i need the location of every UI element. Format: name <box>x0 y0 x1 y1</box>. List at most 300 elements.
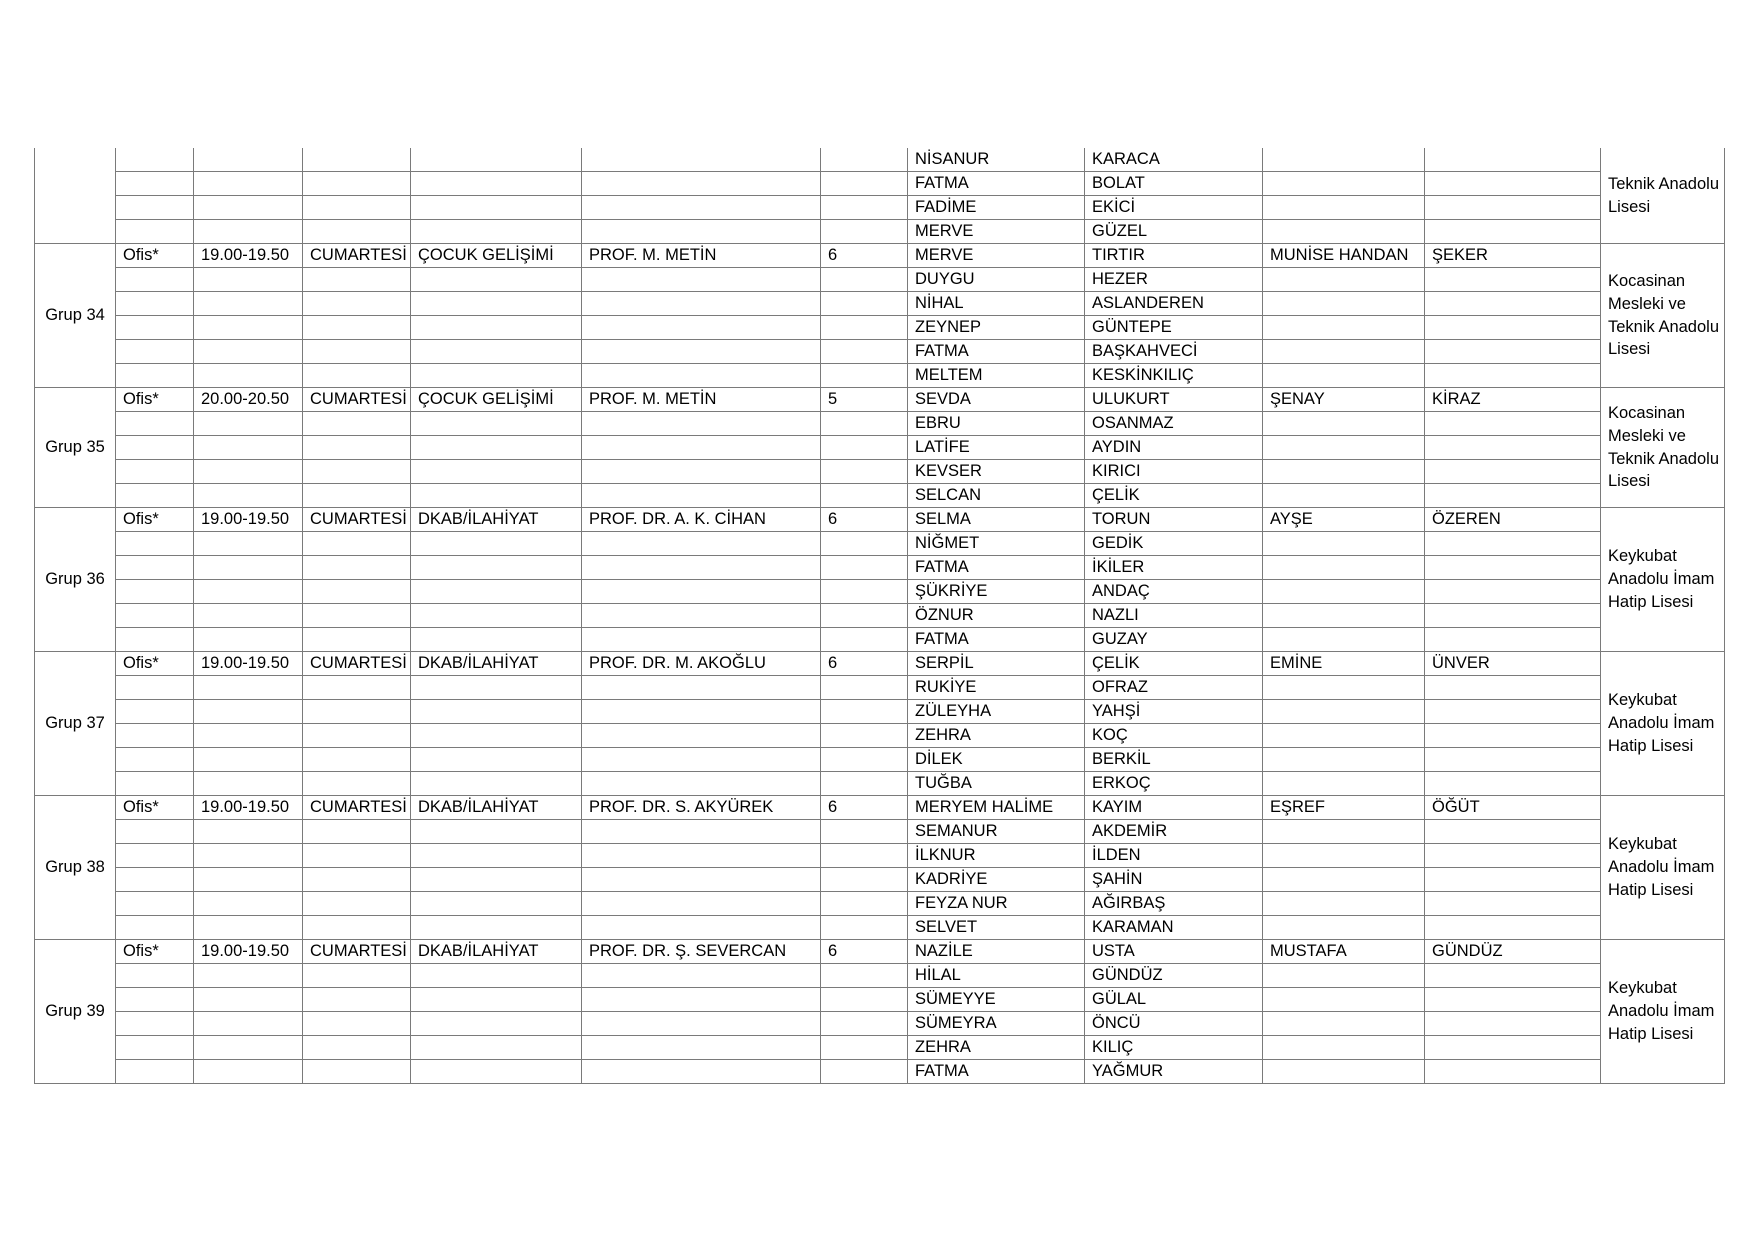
student-last-name: ULUKURT <box>1085 388 1263 412</box>
office-cell <box>116 820 194 844</box>
field-cell <box>411 964 582 988</box>
student-last-name: AKDEMİR <box>1085 820 1263 844</box>
professor-cell <box>582 412 821 436</box>
schedule-table-body <box>35 148 1725 1084</box>
student-first-name: DUYGU <box>908 268 1085 292</box>
day-cell <box>303 196 411 220</box>
student-last-name: ANDAÇ <box>1085 580 1263 604</box>
student-last-name: ÖNCÜ <box>1085 1012 1263 1036</box>
office-cell <box>116 1060 194 1084</box>
student-first-name: RUKİYE <box>908 676 1085 700</box>
office-cell <box>116 964 194 988</box>
day-cell <box>303 436 411 460</box>
time-cell <box>194 316 303 340</box>
office-cell <box>116 148 194 172</box>
time-cell: 19.00-19.50 <box>194 244 303 268</box>
time-cell <box>194 292 303 316</box>
count-cell <box>821 340 908 364</box>
time-cell: 19.00-19.50 <box>194 940 303 964</box>
professor-cell <box>582 892 821 916</box>
day-cell <box>303 748 411 772</box>
table-row <box>35 436 1725 460</box>
table-row <box>35 148 1725 172</box>
mentor-last-name <box>1425 220 1601 244</box>
time-cell <box>194 820 303 844</box>
mentor-last-name <box>1425 268 1601 292</box>
mentor-first-name <box>1263 892 1425 916</box>
student-first-name: ŞÜKRİYE <box>908 580 1085 604</box>
student-last-name: OSANMAZ <box>1085 412 1263 436</box>
day-cell <box>303 292 411 316</box>
time-cell: 19.00-19.50 <box>194 508 303 532</box>
field-cell <box>411 820 582 844</box>
student-last-name: KESKİNKILIÇ <box>1085 364 1263 388</box>
mentor-last-name <box>1425 412 1601 436</box>
mentor-first-name <box>1263 484 1425 508</box>
time-cell <box>194 532 303 556</box>
day-cell: CUMARTESİ <box>303 940 411 964</box>
mentor-first-name: MUSTAFA <box>1263 940 1425 964</box>
office-cell <box>116 1012 194 1036</box>
time-cell <box>194 628 303 652</box>
mentor-first-name <box>1263 460 1425 484</box>
office-cell <box>116 196 194 220</box>
student-first-name: LATİFE <box>908 436 1085 460</box>
professor-cell <box>582 220 821 244</box>
field-cell <box>411 868 582 892</box>
mentor-first-name <box>1263 700 1425 724</box>
office-cell <box>116 724 194 748</box>
student-first-name: SELVET <box>908 916 1085 940</box>
count-cell <box>821 1036 908 1060</box>
mentor-first-name <box>1263 292 1425 316</box>
time-cell <box>194 556 303 580</box>
mentor-last-name: ŞEKER <box>1425 244 1601 268</box>
office-cell <box>116 220 194 244</box>
student-last-name: GÜLAL <box>1085 988 1263 1012</box>
table-row <box>35 844 1725 868</box>
mentor-first-name <box>1263 604 1425 628</box>
table-row <box>35 652 1725 676</box>
count-cell: 6 <box>821 796 908 820</box>
student-first-name: ZÜLEYHA <box>908 700 1085 724</box>
student-first-name: FATMA <box>908 628 1085 652</box>
time-cell <box>194 988 303 1012</box>
school-name: Keykubat Anadolu İmam Hatip Lisesi <box>1601 652 1725 796</box>
professor-cell: PROF. DR. S. AKYÜREK <box>582 796 821 820</box>
professor-cell <box>582 820 821 844</box>
professor-cell: PROF. DR. M. AKOĞLU <box>582 652 821 676</box>
student-first-name: HİLAL <box>908 964 1085 988</box>
student-last-name: KAYIM <box>1085 796 1263 820</box>
professor-cell <box>582 868 821 892</box>
field-cell: DKAB/İLAHİYAT <box>411 508 582 532</box>
mentor-last-name <box>1425 724 1601 748</box>
mentor-last-name <box>1425 172 1601 196</box>
field-cell <box>411 268 582 292</box>
student-first-name: SELCAN <box>908 484 1085 508</box>
time-cell <box>194 172 303 196</box>
day-cell <box>303 604 411 628</box>
time-cell <box>194 460 303 484</box>
mentor-first-name <box>1263 580 1425 604</box>
office-cell <box>116 1036 194 1060</box>
mentor-last-name <box>1425 988 1601 1012</box>
table-row <box>35 796 1725 820</box>
student-first-name: SELMA <box>908 508 1085 532</box>
day-cell: CUMARTESİ <box>303 796 411 820</box>
field-cell <box>411 532 582 556</box>
table-row <box>35 172 1725 196</box>
field-cell <box>411 196 582 220</box>
mentor-first-name <box>1263 1060 1425 1084</box>
time-cell <box>194 436 303 460</box>
student-first-name: SÜMEYYE <box>908 988 1085 1012</box>
mentor-first-name <box>1263 532 1425 556</box>
professor-cell <box>582 700 821 724</box>
mentor-first-name <box>1263 844 1425 868</box>
mentor-last-name <box>1425 484 1601 508</box>
count-cell <box>821 172 908 196</box>
mentor-last-name <box>1425 532 1601 556</box>
table-row <box>35 724 1725 748</box>
count-cell <box>821 988 908 1012</box>
office-cell: Ofis* <box>116 508 194 532</box>
table-row <box>35 988 1725 1012</box>
count-cell <box>821 484 908 508</box>
time-cell: 19.00-19.50 <box>194 652 303 676</box>
office-cell <box>116 484 194 508</box>
mentor-first-name <box>1263 364 1425 388</box>
table-row <box>35 628 1725 652</box>
office-cell <box>116 532 194 556</box>
table-row <box>35 484 1725 508</box>
field-cell <box>411 148 582 172</box>
field-cell: ÇOCUK GELİŞİMİ <box>411 388 582 412</box>
mentor-last-name <box>1425 604 1601 628</box>
mentor-last-name <box>1425 868 1601 892</box>
student-first-name: FEYZA NUR <box>908 892 1085 916</box>
group-label: Grup 37 <box>35 652 116 796</box>
office-cell <box>116 580 194 604</box>
student-first-name: FATMA <box>908 172 1085 196</box>
mentor-first-name: AYŞE <box>1263 508 1425 532</box>
mentor-first-name <box>1263 748 1425 772</box>
student-last-name: EKİCİ <box>1085 196 1263 220</box>
field-cell <box>411 604 582 628</box>
count-cell <box>821 964 908 988</box>
count-cell <box>821 820 908 844</box>
professor-cell <box>582 196 821 220</box>
count-cell <box>821 844 908 868</box>
count-cell <box>821 364 908 388</box>
student-first-name: EBRU <box>908 412 1085 436</box>
office-cell <box>116 916 194 940</box>
mentor-first-name: EŞREF <box>1263 796 1425 820</box>
mentor-first-name <box>1263 1036 1425 1060</box>
student-first-name: DİLEK <box>908 748 1085 772</box>
mentor-last-name <box>1425 316 1601 340</box>
mentor-last-name: ÖĞÜT <box>1425 796 1601 820</box>
schedule-table <box>34 148 1725 1084</box>
school-name: Keykubat Anadolu İmam Hatip Lisesi <box>1601 796 1725 940</box>
mentor-first-name <box>1263 196 1425 220</box>
field-cell <box>411 580 582 604</box>
field-cell <box>411 1012 582 1036</box>
day-cell <box>303 148 411 172</box>
day-cell <box>303 628 411 652</box>
count-cell <box>821 316 908 340</box>
field-cell <box>411 484 582 508</box>
count-cell: 6 <box>821 508 908 532</box>
mentor-first-name <box>1263 556 1425 580</box>
student-first-name: SÜMEYRA <box>908 1012 1085 1036</box>
group-label <box>35 148 116 244</box>
time-cell <box>194 364 303 388</box>
table-row <box>35 196 1725 220</box>
table-row <box>35 292 1725 316</box>
field-cell <box>411 676 582 700</box>
table-row <box>35 916 1725 940</box>
professor-cell <box>582 316 821 340</box>
day-cell <box>303 460 411 484</box>
table-row <box>35 940 1725 964</box>
count-cell: 6 <box>821 244 908 268</box>
student-first-name: MERYEM HALİME <box>908 796 1085 820</box>
time-cell: 20.00-20.50 <box>194 388 303 412</box>
table-row <box>35 1060 1725 1084</box>
mentor-first-name <box>1263 172 1425 196</box>
day-cell <box>303 316 411 340</box>
office-cell <box>116 316 194 340</box>
mentor-first-name <box>1263 820 1425 844</box>
count-cell: 6 <box>821 940 908 964</box>
group-label: Grup 36 <box>35 508 116 652</box>
mentor-first-name <box>1263 436 1425 460</box>
day-cell <box>303 268 411 292</box>
field-cell <box>411 412 582 436</box>
professor-cell <box>582 556 821 580</box>
student-last-name: YAĞMUR <box>1085 1060 1263 1084</box>
mentor-first-name <box>1263 148 1425 172</box>
day-cell <box>303 220 411 244</box>
mentor-last-name <box>1425 196 1601 220</box>
professor-cell <box>582 988 821 1012</box>
field-cell <box>411 1036 582 1060</box>
group-label: Grup 39 <box>35 940 116 1084</box>
office-cell <box>116 340 194 364</box>
mentor-first-name <box>1263 916 1425 940</box>
day-cell <box>303 676 411 700</box>
table-row <box>35 580 1725 604</box>
school-name: Kocasinan Mesleki ve Teknik Anadolu Lisesi <box>1601 244 1725 388</box>
day-cell <box>303 556 411 580</box>
table-row <box>35 604 1725 628</box>
student-last-name: NAZLI <box>1085 604 1263 628</box>
field-cell: ÇOCUK GELİŞİMİ <box>411 244 582 268</box>
field-cell <box>411 292 582 316</box>
mentor-first-name <box>1263 988 1425 1012</box>
student-last-name: ERKOÇ <box>1085 772 1263 796</box>
student-first-name: SEMANUR <box>908 820 1085 844</box>
count-cell <box>821 556 908 580</box>
student-last-name: İLDEN <box>1085 844 1263 868</box>
day-cell <box>303 172 411 196</box>
office-cell <box>116 628 194 652</box>
field-cell <box>411 628 582 652</box>
count-cell <box>821 580 908 604</box>
day-cell: CUMARTESİ <box>303 652 411 676</box>
table-row <box>35 220 1725 244</box>
count-cell <box>821 724 908 748</box>
professor-cell: PROF. DR. A. K. CİHAN <box>582 508 821 532</box>
mentor-last-name <box>1425 460 1601 484</box>
day-cell <box>303 988 411 1012</box>
count-cell: 5 <box>821 388 908 412</box>
student-first-name: FATMA <box>908 1060 1085 1084</box>
field-cell <box>411 220 582 244</box>
count-cell <box>821 460 908 484</box>
mentor-last-name <box>1425 748 1601 772</box>
mentor-first-name <box>1263 412 1425 436</box>
count-cell <box>821 604 908 628</box>
mentor-first-name <box>1263 964 1425 988</box>
count-cell <box>821 292 908 316</box>
student-first-name: KEVSER <box>908 460 1085 484</box>
time-cell <box>194 148 303 172</box>
mentor-last-name <box>1425 844 1601 868</box>
professor-cell <box>582 460 821 484</box>
student-first-name: MELTEM <box>908 364 1085 388</box>
office-cell <box>116 988 194 1012</box>
student-first-name: FADİME <box>908 196 1085 220</box>
table-row <box>35 364 1725 388</box>
group-label: Grup 38 <box>35 796 116 940</box>
office-cell <box>116 556 194 580</box>
professor-cell <box>582 172 821 196</box>
school-name: Keykubat Anadolu İmam Hatip Lisesi <box>1601 940 1725 1084</box>
count-cell <box>821 892 908 916</box>
day-cell <box>303 1012 411 1036</box>
time-cell <box>194 676 303 700</box>
professor-cell <box>582 724 821 748</box>
professor-cell <box>582 340 821 364</box>
office-cell <box>116 412 194 436</box>
count-cell <box>821 772 908 796</box>
student-first-name: NİĞMET <box>908 532 1085 556</box>
office-cell <box>116 604 194 628</box>
field-cell <box>411 748 582 772</box>
student-last-name: GÜZEL <box>1085 220 1263 244</box>
day-cell <box>303 484 411 508</box>
table-row <box>35 1012 1725 1036</box>
student-last-name: BOLAT <box>1085 172 1263 196</box>
count-cell <box>821 412 908 436</box>
student-last-name: GÜNTEPE <box>1085 316 1263 340</box>
student-last-name: KIRICI <box>1085 460 1263 484</box>
mentor-first-name <box>1263 772 1425 796</box>
professor-cell: PROF. M. METİN <box>582 244 821 268</box>
professor-cell <box>582 772 821 796</box>
student-last-name: BERKİL <box>1085 748 1263 772</box>
field-cell <box>411 340 582 364</box>
office-cell: Ofis* <box>116 652 194 676</box>
student-first-name: KADRİYE <box>908 868 1085 892</box>
student-last-name: OFRAZ <box>1085 676 1263 700</box>
table-row <box>35 244 1725 268</box>
office-cell <box>116 460 194 484</box>
field-cell <box>411 1060 582 1084</box>
count-cell <box>821 676 908 700</box>
count-cell <box>821 148 908 172</box>
mentor-first-name <box>1263 676 1425 700</box>
day-cell <box>303 724 411 748</box>
mentor-last-name <box>1425 916 1601 940</box>
professor-cell: PROF. M. METİN <box>582 388 821 412</box>
mentor-last-name <box>1425 340 1601 364</box>
mentor-last-name <box>1425 364 1601 388</box>
table-row <box>35 388 1725 412</box>
student-first-name: ÖZNUR <box>908 604 1085 628</box>
time-cell <box>194 772 303 796</box>
day-cell <box>303 772 411 796</box>
student-last-name: HEZER <box>1085 268 1263 292</box>
professor-cell <box>582 1036 821 1060</box>
table-row <box>35 676 1725 700</box>
group-label: Grup 34 <box>35 244 116 388</box>
time-cell <box>194 1012 303 1036</box>
student-last-name: AYDIN <box>1085 436 1263 460</box>
table-row <box>35 964 1725 988</box>
school-name: Kocasinan Mesleki ve Teknik Anadolu Lisesi <box>1601 388 1725 508</box>
count-cell <box>821 436 908 460</box>
time-cell <box>194 892 303 916</box>
professor-cell <box>582 604 821 628</box>
office-cell <box>116 748 194 772</box>
student-last-name: BAŞKAHVECİ <box>1085 340 1263 364</box>
mentor-last-name <box>1425 676 1601 700</box>
count-cell <box>821 532 908 556</box>
student-first-name: NİHAL <box>908 292 1085 316</box>
day-cell: CUMARTESİ <box>303 388 411 412</box>
student-last-name: KARAMAN <box>1085 916 1263 940</box>
mentor-last-name <box>1425 580 1601 604</box>
office-cell <box>116 844 194 868</box>
day-cell <box>303 844 411 868</box>
day-cell <box>303 1060 411 1084</box>
count-cell <box>821 748 908 772</box>
count-cell <box>821 1060 908 1084</box>
mentor-last-name <box>1425 700 1601 724</box>
mentor-last-name: GÜNDÜZ <box>1425 940 1601 964</box>
student-first-name: ZEHRA <box>908 1036 1085 1060</box>
student-last-name: ŞAHİN <box>1085 868 1263 892</box>
student-first-name: MERVE <box>908 244 1085 268</box>
office-cell <box>116 892 194 916</box>
field-cell <box>411 316 582 340</box>
mentor-last-name <box>1425 1036 1601 1060</box>
time-cell <box>194 844 303 868</box>
student-first-name: TUĞBA <box>908 772 1085 796</box>
professor-cell <box>582 484 821 508</box>
time-cell <box>194 220 303 244</box>
day-cell <box>303 1036 411 1060</box>
table-row <box>35 700 1725 724</box>
field-cell <box>411 844 582 868</box>
field-cell <box>411 772 582 796</box>
count-cell <box>821 1012 908 1036</box>
table-row <box>35 532 1725 556</box>
